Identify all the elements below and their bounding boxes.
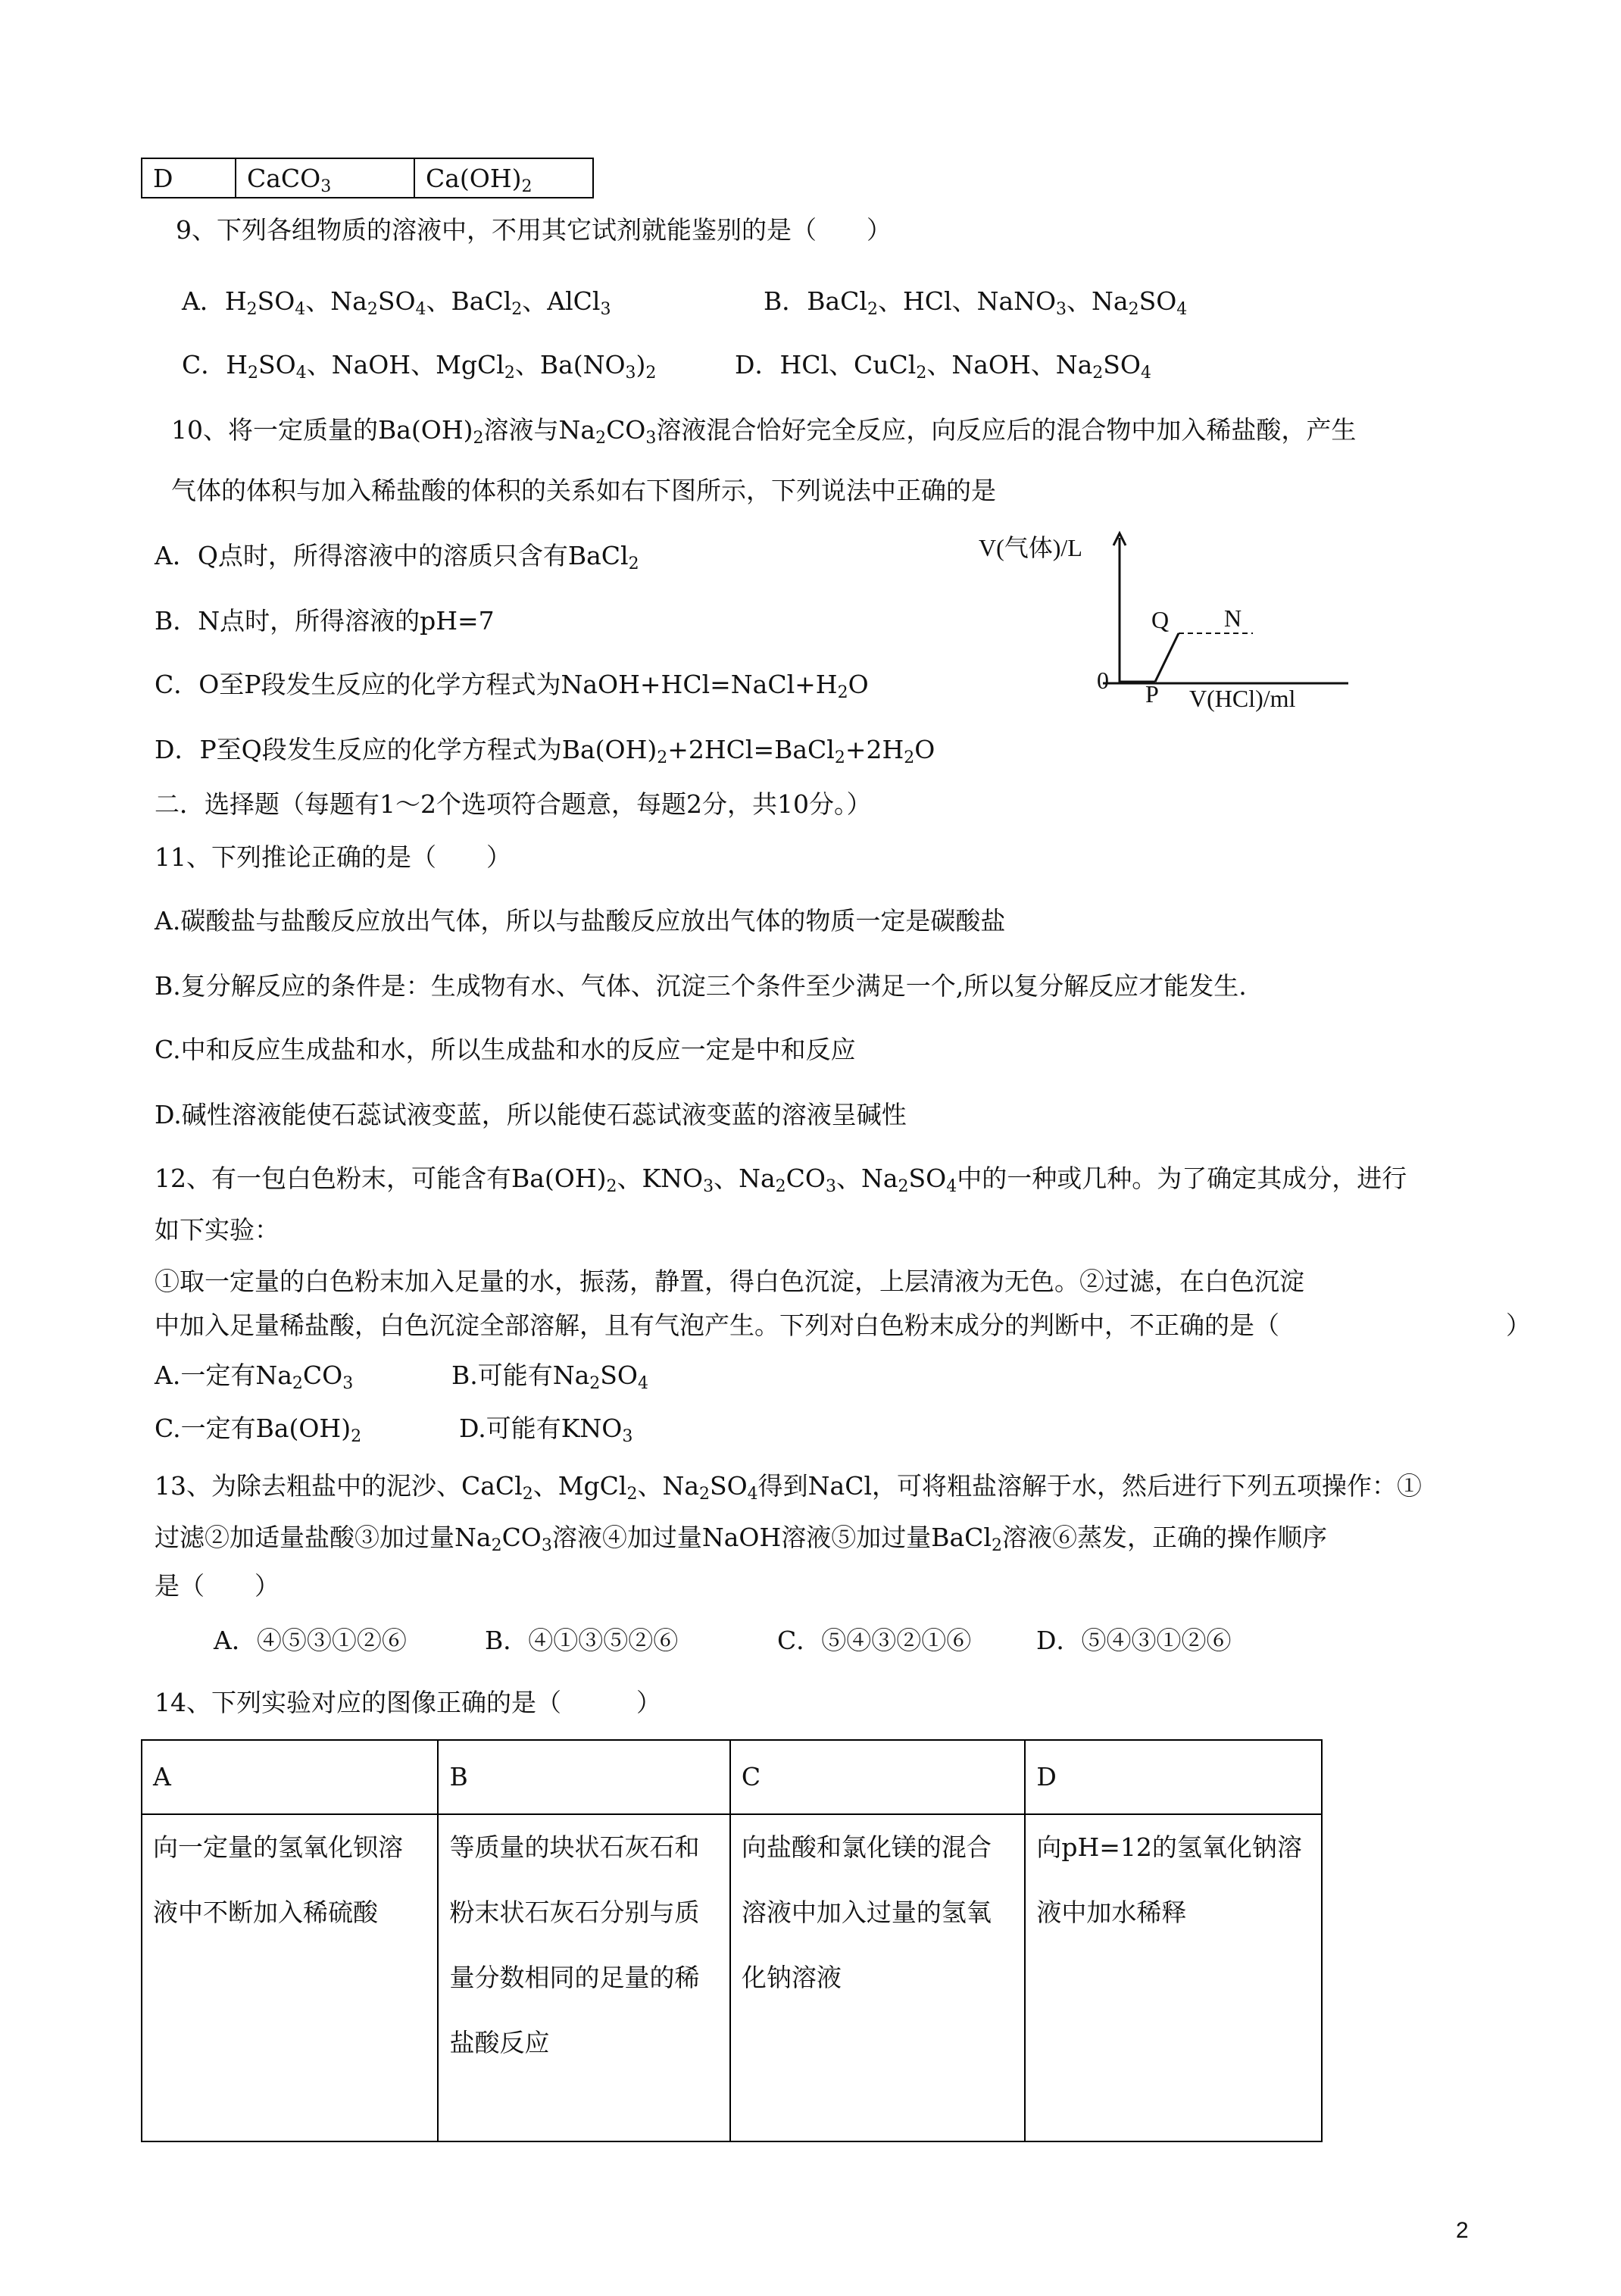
q11-stem: 11、下列推论正确的是（ ） [155,842,511,872]
q12-stem-line2: 如下实验： [155,1215,280,1245]
section-2-heading: 二．选择题（每题有1～2个选项符合题意，每题2分，共10分。） [155,789,872,819]
q9-option-a[interactable]: A．$H_2SO_4$、$Na_2SO_4$、BaCl$_2$、AlCl$_3$ [182,286,611,319]
q12-stem-close-paren: ） [1506,1310,1531,1340]
q12-option-b[interactable]: B.可能有$Na_2SO_4$ [451,1360,648,1393]
q14-header-d: D [1025,1740,1322,1814]
page-number: 2 [1456,2218,1469,2243]
answer-table-fragment [141,158,594,198]
q12-stem-line4: 中加入足量稀盐酸，白色沉淀全部溶解，且有气泡产生。下列对白色粉末成分的判断中，不正确的是（ [155,1310,1279,1340]
q11-option-c[interactable]: C.中和反应生成盐和水，所以生成盐和水的反应一定是中和反应 [155,1035,856,1064]
origin-label: 0 [1097,667,1109,694]
table-row [142,1814,1322,2141]
table-row [142,1740,1322,1814]
q10-graph [970,523,1363,712]
q13-stem-line1: 13、为除去粗盐中的泥沙、CaCl$_2$、MgCl$_2$、$Na_2SO_4$得到NaCl，可将粗盐溶解于水，然后进行下列五项操作：① [155,1471,1423,1504]
table-cell: D [142,158,236,198]
q14-header-a: A [142,1740,438,1814]
q14-header-c: C [730,1740,1025,1814]
q14-option-b-desc[interactable]: 等质量的块状石灰石和粉末状石灰石分别与质量分数相同的足量的稀盐酸反应 [438,1814,729,2141]
q13-option-c[interactable]: C．⑤④③②①⑥ [777,1626,972,1655]
q12-option-a[interactable]: A.一定有$Na_2CO_3$ [155,1360,354,1393]
point-p-label: P [1145,680,1159,708]
q10-stem-line1: 10、将一定质量的$Ba(OH)_2$溶液与$Na_2CO_3$溶液混合恰好完全反应，向反应后的混合物中加入稀盐酸，产生 [171,415,1357,448]
q13-option-a[interactable]: A．④⑤③①②⑥ [214,1626,407,1655]
table-row [142,158,593,198]
q11-option-a[interactable]: A.碳酸盐与盐酸反应放出气体，所以与盐酸反应放出气体的物质一定是碳酸盐 [155,906,1006,936]
point-q-label: Q [1151,606,1170,633]
x-axis-label: V(HCl)/ml [1189,685,1296,712]
q9-stem: 9、下列各组物质的溶液中，不用其它试剂就能鉴别的是（ ） [176,215,892,245]
q10-option-c[interactable]: C．O至P段发生反应的化学方程式为$NaOH+HCl=NaCl+H_2O$ [155,670,869,702]
q12-stem-line1: 12、有一包白色粉末，可能含有$Ba(OH)_2$、$KNO_3$、$Na_2CO_3$、$Na_2SO_4$中的一种或几种。为了确定其成分，进行 [155,1164,1407,1196]
q14-options-table [141,1739,1323,2142]
y-axis-label: V(气体)/L [979,534,1082,561]
q13-stem-line2: 过滤②加适量盐酸③加过量$Na_2CO_3$溶液④加过量NaOH溶液⑤加过量BaCl$_2$溶液⑥蒸发，正确的操作顺序 [155,1523,1327,1555]
table-cell: $Ca(OH)_2$ [414,158,593,198]
q14-header-b: B [438,1740,729,1814]
q10-option-d[interactable]: D．P至Q段发生反应的化学方程式为$Ba(OH)_2+2HCl=BaCl_2+2H_2O$ [155,735,935,767]
q14-option-c-desc[interactable]: 向盐酸和氯化镁的混合溶液中加入过量的氢氧化钠溶液 [730,1814,1025,2141]
q14-option-d-desc[interactable]: 向pH=12的氢氧化钠溶液中加水稀释 [1025,1814,1322,2141]
q11-option-d[interactable]: D.碱性溶液能使石蕊试液变蓝，所以能使石蕊试液变蓝的溶液呈碱性 [155,1100,907,1129]
q14-option-a-desc[interactable]: 向一定量的氢氧化钡溶液中不断加入稀硫酸 [142,1814,438,2141]
q9-option-c[interactable]: C．$H_2SO_4$、NaOH、MgCl$_2$、$Ba(NO_3)_2$ [182,350,657,383]
q12-option-c[interactable]: C.一定有$Ba(OH)_2$ [155,1414,362,1446]
point-n-label: N [1224,604,1242,632]
q13-stem-line3: 是（ ） [155,1571,280,1601]
segment-p-q [1155,633,1179,682]
q14-stem: 14、下列实验对应的图像正确的是（ ） [155,1688,661,1717]
q10-option-a[interactable]: A．Q点时，所得溶液中的溶质只含有BaCl$_2$ [155,541,639,573]
q9-option-b[interactable]: B．BaCl$_2$、HCl、NaNO$_3$、$Na_2SO_4$ [764,286,1188,319]
q13-option-d[interactable]: D．⑤④③①②⑥ [1036,1626,1232,1655]
q10-option-b[interactable]: B．N点时，所得溶液的pH=7 [155,606,495,636]
q12-stem-line3: ①取一定量的白色粉末加入足量的水，振荡，静置，得白色沉淀，上层清液为无色。②过滤，在白色沉淀 [155,1267,1304,1296]
q9-option-d[interactable]: D．HCl、CuCl$_2$、NaOH、$Na_2SO_4$ [735,350,1151,383]
q10-stem-line2: 气体的体积与加入稀盐酸的体积的关系如右下图所示，下列说法中正确的是 [171,476,996,505]
q12-option-d[interactable]: D.可能有$KNO_3$ [459,1414,633,1446]
q11-option-b[interactable]: B.复分解反应的条件是：生成物有水、气体、沉淀三个条件至少满足一个,所以复分解反应才能发生. [155,971,1247,1001]
table-cell: CaCO$_3$ [236,158,414,198]
q13-option-b[interactable]: B．④①③⑤②⑥ [485,1626,679,1655]
